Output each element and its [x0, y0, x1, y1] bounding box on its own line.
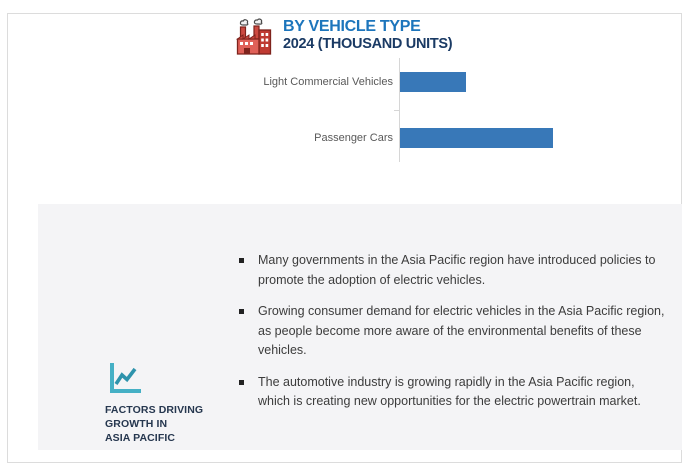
factory-icon [235, 18, 273, 56]
caption-line-2: GROWTH IN [105, 418, 168, 430]
bullet-item: Growing consumer demand for electric vehicles in the Asia Pacific region, as people become more aware of the environmental benefits of these vehicles. [237, 302, 665, 361]
bar-label-light-commercial-vehicles: Light Commercial Vehicles [263, 76, 393, 88]
factors-bullet-list [237, 251, 665, 424]
line-chart-icon [106, 360, 143, 397]
bar-passenger-cars [400, 128, 553, 148]
caption-line-1: FACTORS DRIVING [105, 404, 204, 416]
chart-header [235, 17, 452, 56]
axis-tick [394, 110, 399, 111]
factors-panel [38, 204, 682, 450]
bullet-item: The automotive industry is growing rapidly in the Asia Pacific region, which is creating new opportunities for the electric powertrain market. [237, 373, 665, 412]
caption-line-3: ASIA PACIFIC [105, 432, 176, 444]
panel-caption [105, 360, 235, 445]
bar-label-passenger-cars: Passenger Cars [314, 132, 393, 144]
chart-subtitle: 2024 (THOUSAND UNITS) [283, 36, 453, 52]
bullet-item: Many governments in the Asia Pacific region have introduced policies to promote the adoption of electric vehicles. [237, 251, 665, 290]
chart-title-block [283, 17, 452, 56]
panel-caption-text [105, 403, 235, 445]
chart-title: BY VEHICLE TYPE [283, 18, 421, 35]
bar-light-commercial-vehicles [400, 72, 466, 92]
